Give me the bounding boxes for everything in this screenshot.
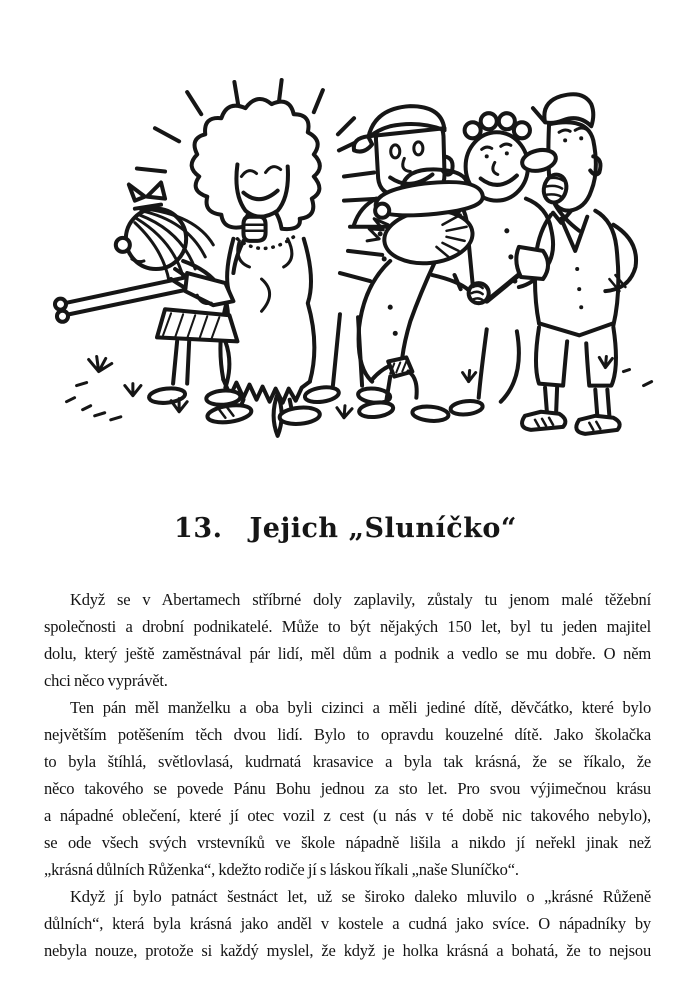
chapter-number: 13. [174,513,223,544]
text-line: Když jí bylo patnáct šestnáct let, už se široko daleko mluvilo o „krásné Růženě [70,887,651,906]
paragraph [44,883,651,964]
text-line: a nápadné oblečení, které jí otec vozil z cest (u nás v té době nic takového nebylo), [44,806,651,825]
paragraph [44,586,651,694]
body-text [44,586,651,964]
text-line: nebyla nouze, protože si každý myslel, že když je holka krásná a bohatá, že to nejsou [44,941,651,960]
text-line: Když se v Abertamech stříbrné doly zaplavily, zůstaly tu jenom malé těžební [70,590,651,609]
woman-figure [192,99,321,436]
shooter-figure [55,183,241,406]
text-line: dolu, který ještě zaměstnával pár lidí, měl dům a podnik a vedlo se mu dobře. O něm [44,644,651,663]
text-line: to byla štíhlá, světlovlasá, kudrnatá krasavice a byla tak krásná, že se říkalo, že [44,752,651,771]
text-line: Ten pán měl manželku a oba byli cizinci a měli jediné dítě, děvčátko, které bylo [70,698,651,717]
cartoon-drawing [36,78,660,460]
bowing-man-figure [358,169,548,422]
text-line: něco takového se povede Pánu Bohu jednou za sto let. Pro svou výjimečnou krásu [44,779,651,798]
text-line: se ode všech svých vrstevníků ve škole nápadně lišila a nikdo jí neřekl jinak než [44,833,651,852]
chapter-illustration [36,78,660,460]
chapter-heading [0,513,691,544]
text-line: důlních“, která byla krásná jako anděl v kostele a cudná jako svíce. O nápadníky by [44,914,651,933]
chapter-title: Jejich „Sluníčko“ [249,513,517,544]
paragraph [44,694,651,883]
text-line: chci něco vyprávět. [44,671,168,690]
text-line: největším potěšením těch dvou lidí. Bylo to opravdu kouzelné dítě. Jako školačka [44,725,651,744]
text-line: „krásná důlních Růženka“, kdežto rodiče jí s láskou říkali „naše Sluníčko“. [44,860,519,879]
text-line: společnosti a drobní podnikatelé. Může to být nějakých 150 let, byl tu jeden majitel [44,617,651,636]
